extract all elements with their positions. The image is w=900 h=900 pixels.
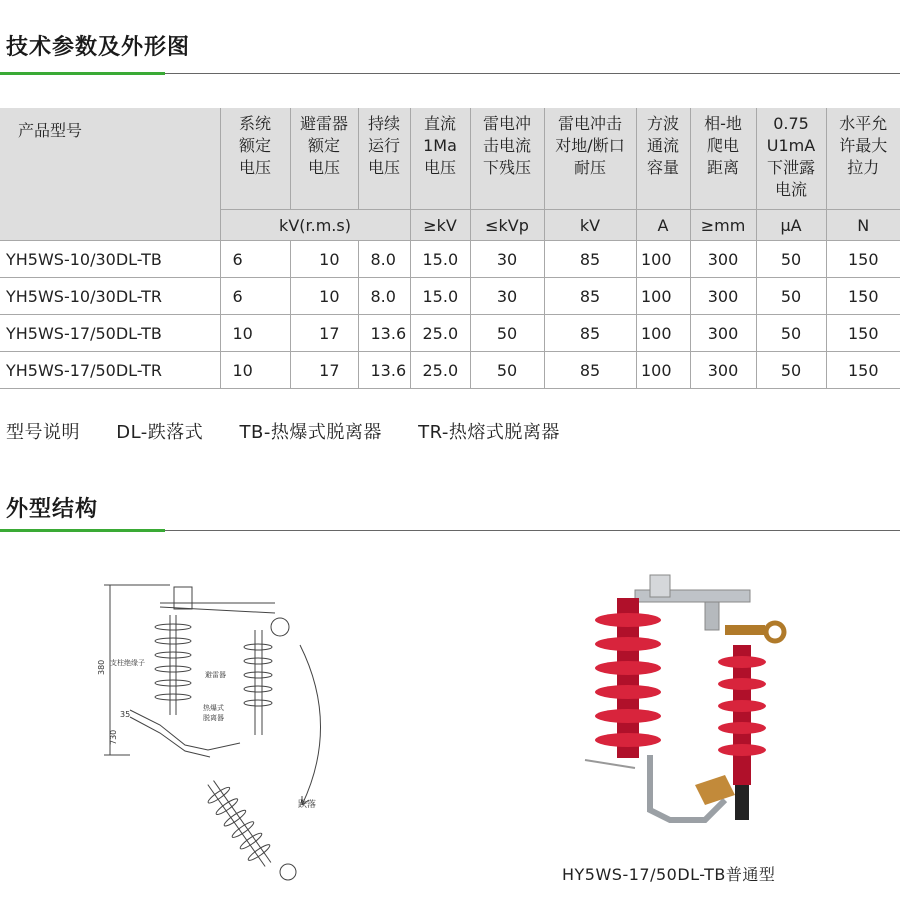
table-row <box>0 352 900 389</box>
value-cell: 50 <box>756 278 826 315</box>
value-cell: 30 <box>470 241 544 278</box>
value-cell: 15.0 <box>410 278 470 315</box>
header-cell: 产品型号 <box>0 108 220 241</box>
unit-cell: ≥kV <box>410 210 470 241</box>
header-cell: 雷电冲击 对地/断口 耐压 <box>544 108 636 210</box>
model-note-item: DL-跌落式 <box>116 422 204 443</box>
spec-table <box>0 108 900 389</box>
value-cell: 10 <box>220 352 290 389</box>
unit-cell: kV <box>544 210 636 241</box>
table-row <box>0 315 900 352</box>
unit-cell: N <box>826 210 900 241</box>
value-cell: 150 <box>826 352 900 389</box>
header-cell: 方波 通流 容量 <box>636 108 690 210</box>
value-cell: 13.6 <box>358 315 410 352</box>
unit-cell: A <box>636 210 690 241</box>
value-cell: 15.0 <box>410 241 470 278</box>
model-cell: YH5WS-17/50DL-TR <box>0 352 220 389</box>
value-cell: 100 <box>636 315 690 352</box>
header-cell: 雷电冲 击电流 下残压 <box>470 108 544 210</box>
model-note-label: 型号说明 <box>6 422 80 443</box>
value-cell: 10 <box>290 278 358 315</box>
header-cell: 水平允 许最大 拉力 <box>826 108 900 210</box>
value-cell: 150 <box>826 241 900 278</box>
unit-cell: ≤kVp <box>470 210 544 241</box>
model-cell: YH5WS-10/30DL-TR <box>0 278 220 315</box>
value-cell: 85 <box>544 315 636 352</box>
value-cell: 6 <box>220 241 290 278</box>
value-cell: 8.0 <box>358 278 410 315</box>
value-cell: 100 <box>636 241 690 278</box>
value-cell: 25.0 <box>410 315 470 352</box>
dimension-drawing <box>90 575 350 885</box>
value-cell: 50 <box>470 315 544 352</box>
value-cell: 10 <box>220 315 290 352</box>
value-cell: 85 <box>544 241 636 278</box>
section-divider-accent <box>0 529 165 532</box>
value-cell: 150 <box>826 315 900 352</box>
table-row <box>0 241 900 278</box>
value-cell: 10 <box>290 241 358 278</box>
header-cell: 相-地 爬电 距离 <box>690 108 756 210</box>
section-title-structure: 外型结构 <box>6 497 99 522</box>
value-cell: 150 <box>826 278 900 315</box>
value-cell: 17 <box>290 352 358 389</box>
header-cell: 系统 额定 电压 <box>220 108 290 210</box>
value-cell: 25.0 <box>410 352 470 389</box>
value-cell: 17 <box>290 315 358 352</box>
value-cell: 85 <box>544 278 636 315</box>
model-note-item: TB-热爆式脱离器 <box>239 422 382 443</box>
header-cell: 避雷器 额定 电压 <box>290 108 358 210</box>
value-cell: 100 <box>636 352 690 389</box>
value-cell: 50 <box>756 241 826 278</box>
value-cell: 50 <box>756 352 826 389</box>
dimension-angle-label: 35 <box>120 710 131 719</box>
header-cell: 持续 运行 电压 <box>358 108 410 210</box>
model-note <box>6 418 582 444</box>
dimension-offset-label: 730 <box>109 729 118 745</box>
section-title-specs: 技术参数及外形图 <box>6 35 191 60</box>
value-cell: 8.0 <box>358 241 410 278</box>
value-cell: 6 <box>220 278 290 315</box>
product-photo <box>555 570 795 840</box>
unit-cell: ≥mm <box>690 210 756 241</box>
value-cell: 300 <box>690 315 756 352</box>
section-divider-accent <box>0 72 165 75</box>
unit-cell: μA <box>756 210 826 241</box>
value-cell: 85 <box>544 352 636 389</box>
drop-label: 跌落 <box>298 800 317 810</box>
value-cell: 13.6 <box>358 352 410 389</box>
value-cell: 300 <box>690 352 756 389</box>
header-cell: 0.75 U1mA 下泄露 电流 <box>756 108 826 210</box>
value-cell: 50 <box>756 315 826 352</box>
value-cell: 100 <box>636 278 690 315</box>
dimension-height-label: 380 <box>97 659 106 675</box>
value-cell: 50 <box>470 352 544 389</box>
photo-caption: HY5WS-17/50DL-TB普通型 <box>562 865 776 884</box>
model-cell: YH5WS-10/30DL-TB <box>0 241 220 278</box>
header-cell: 直流 1Ma 电压 <box>410 108 470 210</box>
model-cell: YH5WS-17/50DL-TB <box>0 315 220 352</box>
value-cell: 300 <box>690 278 756 315</box>
unit-cell: kV(r.m.s) <box>220 210 410 241</box>
value-cell: 300 <box>690 241 756 278</box>
table-header-row <box>0 108 900 210</box>
model-note-item: TR-热熔式脱离器 <box>418 422 560 443</box>
arrester-label: 避雷器 <box>205 671 226 679</box>
table-row <box>0 278 900 315</box>
disconnector-label: 热爆式 <box>203 704 224 712</box>
disconnector-label: 脱离器 <box>203 714 224 722</box>
post-insulator-label: 支柱绝缘子 <box>110 659 145 667</box>
value-cell: 30 <box>470 278 544 315</box>
